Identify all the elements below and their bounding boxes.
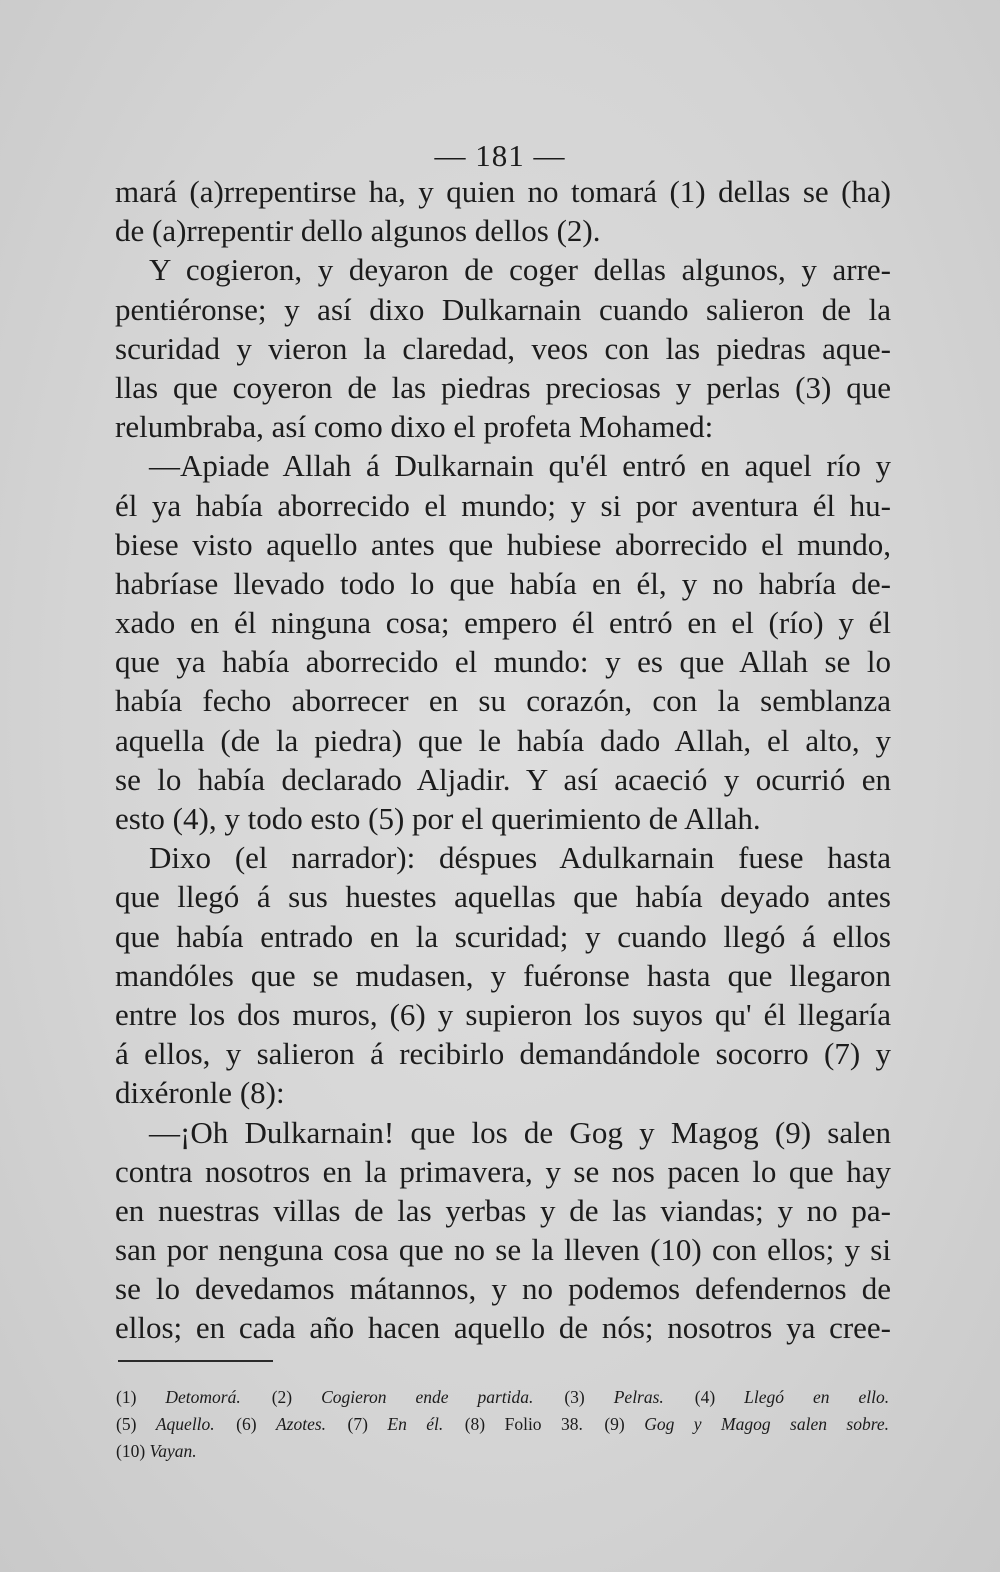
text-line: contra nosotros en la primavera, y se nos pacen lo que hay bbox=[115, 1153, 891, 1189]
footnote-text: Cogieron ende partida. bbox=[321, 1387, 534, 1407]
footnote-text: En él. bbox=[387, 1414, 444, 1434]
footnote bbox=[272, 1387, 534, 1407]
footnote-number: (10) bbox=[116, 1441, 146, 1461]
text-line: mará (a)rrepentirse ha, y quien no tomará (1) dellas se (ha) bbox=[115, 174, 891, 209]
footnote-number: (5) bbox=[116, 1414, 137, 1434]
footnote-number: (8) bbox=[464, 1414, 486, 1434]
footnote bbox=[236, 1414, 326, 1434]
footnote bbox=[465, 1414, 583, 1434]
text-line: esto (4), y todo esto (5) por el querimiento de Allah. bbox=[115, 801, 761, 836]
footnote bbox=[348, 1414, 444, 1434]
paragraph-start-line: Y cogieron, y deyaron de coger dellas algunos, y arre- bbox=[149, 252, 891, 288]
footnote-number: (6) bbox=[236, 1414, 257, 1434]
footnote-text: Llegó en ello. bbox=[744, 1387, 890, 1407]
body-text bbox=[115, 172, 891, 1348]
footnote-number: (1) bbox=[116, 1387, 137, 1407]
footnote-number: (4) bbox=[694, 1387, 716, 1407]
footnote bbox=[564, 1387, 663, 1407]
paragraph-start-line: Dixo (el narrador): déspues Adulkarnain fuese hasta bbox=[149, 840, 891, 876]
footnote-number: (2) bbox=[271, 1387, 293, 1407]
footnote bbox=[695, 1387, 889, 1407]
text-line: en nuestras villas de las yerbas y de las viandas; y no pa- bbox=[115, 1192, 891, 1228]
text-line: había fecho aborrecer en su corazón, con la semblanza bbox=[115, 683, 891, 719]
footnote bbox=[116, 1387, 241, 1407]
text-line: se lo había declarado Aljadir. Y así acaeció y ocurrió en bbox=[115, 761, 891, 797]
text-line: se lo devedamos mátannos, y no podemos defendernos de bbox=[115, 1271, 891, 1307]
text-line: que ya había aborrecido el mundo: y es que Allah se lo bbox=[115, 644, 891, 680]
footnote-line bbox=[116, 1438, 891, 1465]
footnote bbox=[116, 1441, 197, 1461]
text-line: que llegó á sus huestes aquellas que había deyado antes bbox=[115, 879, 891, 915]
text-line: á ellos, y salieron á recibirlo demandándole socorro (7) y bbox=[115, 1036, 891, 1072]
text-line: pentiéronse; y así dixo Dulkarnain cuando salieron de la bbox=[115, 291, 891, 327]
text-line: habríase llevado todo lo que había en él, y no habría de- bbox=[115, 565, 891, 601]
footnote-text: Pelras. bbox=[613, 1387, 664, 1407]
footnote-text: Folio 38. bbox=[504, 1414, 583, 1434]
text-line: san por nenguna cosa que no se la lleven (10) con ellos; y si bbox=[115, 1232, 891, 1268]
text-line: él ya había aborrecido el mundo; y si por aventura él hu- bbox=[115, 487, 891, 523]
footnote-line bbox=[116, 1411, 891, 1438]
text-line: aquella (de la piedra) que le había dado Allah, el alto, y bbox=[115, 722, 891, 758]
text-line: ellos; en cada año hacen aquello de nós; nosotros ya cree- bbox=[115, 1310, 891, 1346]
footnote-number: (3) bbox=[564, 1387, 585, 1407]
text-line: dixéronle (8): bbox=[115, 1075, 285, 1111]
text-line: relumbraba, así como dixo el profeta Mohamed: bbox=[115, 409, 714, 445]
page-number: — 181 — bbox=[434, 138, 566, 173]
footnote-line bbox=[116, 1384, 891, 1411]
text-line: entre los dos muros, (6) y supieron los suyos qu' él llegaría bbox=[115, 996, 891, 1032]
footnote-text: Gog y Magog salen sobre. bbox=[644, 1414, 890, 1434]
paragraph-start-line: —¡Oh Dulkarnain! que los de Gog y Magog (9) salen bbox=[149, 1114, 891, 1150]
text-line: biese visto aquello antes que hubiese aborrecido el mundo, bbox=[115, 526, 891, 562]
footnote-number: (7) bbox=[347, 1414, 368, 1434]
footnote-divider bbox=[118, 1360, 273, 1362]
footnote-text: Azotes. bbox=[275, 1414, 327, 1434]
text-line: llas que coyeron de las piedras preciosas y perlas (3) que bbox=[115, 369, 891, 405]
text-line: scuridad y vieron la claredad, veos con las piedras aque- bbox=[115, 330, 891, 366]
footnote bbox=[116, 1414, 215, 1434]
text-line: de (a)rrepentir dello algunos dellos (2). bbox=[115, 213, 601, 249]
paragraph-start-line: —Apiade Allah á Dulkarnain qu'él entró en aquel río y bbox=[149, 448, 891, 484]
footnotes bbox=[116, 1384, 891, 1465]
footnote-text: Vayan. bbox=[149, 1441, 197, 1461]
footnote-text: Aquello. bbox=[155, 1414, 215, 1434]
text-line: que había entrado en la scuridad; y cuando llegó á ellos bbox=[115, 918, 891, 954]
text-line: mandóles que se mudasen, y fuéronse hasta que llegaron bbox=[115, 957, 891, 993]
footnote-number: (9) bbox=[604, 1414, 625, 1434]
footnote bbox=[604, 1414, 889, 1434]
footnote-text: Detomorá. bbox=[165, 1387, 241, 1407]
text-line: xado en él ninguna cosa; empero él entró en el (río) y él bbox=[115, 605, 891, 641]
